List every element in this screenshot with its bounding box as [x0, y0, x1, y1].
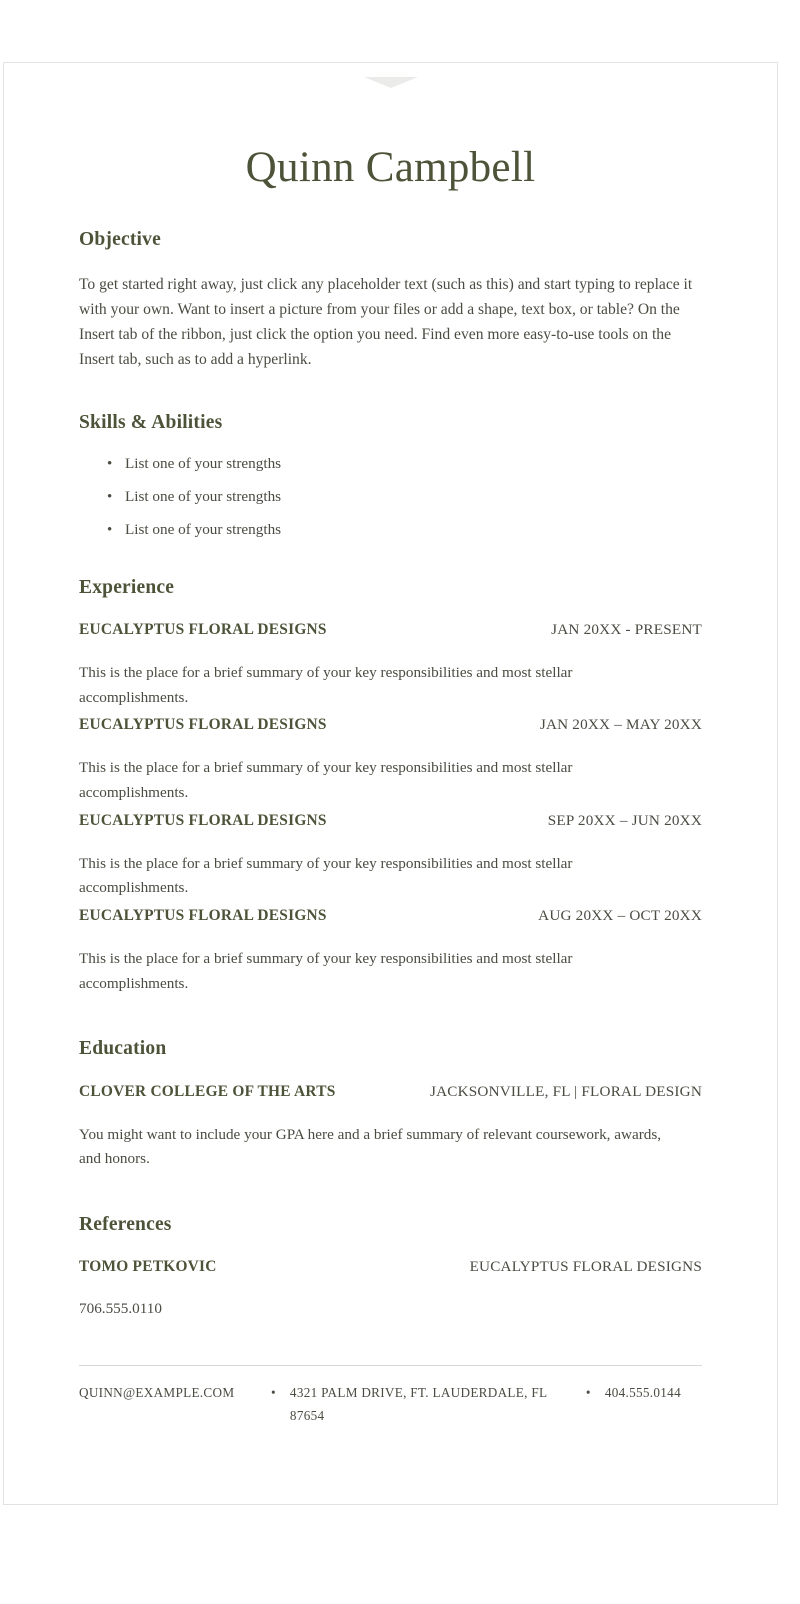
objective-body[interactable]: To get started right away, just click any placeholder text (such as this) and start typing to replace it with your own. Want to insert a picture from your files or add a shape, text box, or table? On the Insert tab of the ribbon, just click the option you need. Find even more easy-to-use tools on the Insert tab, such as to add a hyperlink.	[79, 275, 693, 369]
education-description[interactable]: You might want to include your GPA here and a brief summary of relevant coursework, awards, and honors.	[79, 1125, 662, 1168]
experience-employer[interactable]: EUCALYPTUS FLORAL DESIGNS	[79, 811, 327, 829]
section-heading-education: Education	[79, 1038, 167, 1060]
section-heading-skills: Skills & Abilities	[79, 411, 223, 433]
reference-entry	[79, 1258, 702, 1322]
section-heading-references: References	[79, 1213, 172, 1235]
experience-dates[interactable]: JAN 20XX - PRESENT	[551, 621, 702, 639]
footer-divider	[79, 1365, 702, 1366]
experience-entry	[79, 621, 702, 710]
footer-separator-icon: •	[585, 1384, 591, 1400]
education-school[interactable]: CLOVER COLLEGE OF THE ARTS	[79, 1082, 336, 1100]
experience-employer[interactable]: EUCALYPTUS FLORAL DESIGNS	[79, 906, 327, 924]
section-heading-experience: Experience	[79, 576, 175, 598]
experience-description[interactable]: This is the place for a brief summary of your key responsibilities and most stellar accomplishments.	[79, 854, 573, 897]
document-page[interactable]	[3, 62, 778, 1505]
page-title: Quinn Campbell	[245, 144, 536, 191]
reference-company[interactable]: EUCALYPTUS FLORAL DESIGNS	[469, 1258, 702, 1276]
experience-entry	[79, 812, 702, 901]
entry-header-row	[79, 907, 702, 925]
reference-name[interactable]: TOMO PETKOVIC	[79, 1258, 217, 1276]
experience-description[interactable]: This is the place for a brief summary of your key responsibilities and most stellar accomplishments.	[79, 949, 573, 992]
footer-address[interactable]: 4321 PALM DRIVE, FT. LAUDERDALE, FL 87654	[289, 1384, 547, 1423]
list-item[interactable]: • List one of your strengths	[79, 488, 702, 506]
triangle-ornament-icon	[364, 77, 418, 88]
list-item[interactable]: • List one of your strengths	[79, 455, 702, 473]
education-meta[interactable]: JACKSONVILLE, FL | FLORAL DESIGN	[430, 1082, 702, 1100]
experience-description[interactable]: This is the place for a brief summary of your key responsibilities and most stellar accomplishments.	[79, 664, 573, 706]
footer-contact-bar	[79, 1381, 702, 1427]
experience-entry	[79, 907, 702, 996]
entry-header-row	[79, 621, 702, 639]
list-item[interactable]: • List one of your strengths	[79, 521, 702, 539]
footer-separator-icon: •	[271, 1384, 276, 1400]
skills-list	[79, 455, 702, 539]
section-heading-objective: Objective	[79, 229, 161, 251]
education-entry	[79, 1083, 702, 1172]
experience-employer[interactable]: EUCALYPTUS FLORAL DESIGNS	[79, 716, 327, 734]
entry-header-row	[79, 1083, 702, 1101]
reference-phone[interactable]: 706.555.0110	[79, 1300, 162, 1318]
experience-dates[interactable]: AUG 20XX – OCT 20XX	[538, 906, 702, 924]
experience-description[interactable]: This is the place for a brief summary of your key responsibilities and most stellar accomplishments.	[79, 759, 573, 802]
entry-header-row	[79, 1258, 702, 1276]
footer-phone[interactable]: 404.555.0144	[604, 1384, 681, 1400]
entry-header-row	[79, 812, 702, 830]
experience-dates[interactable]: SEP 20XX – JUN 20XX	[547, 811, 702, 829]
experience-dates[interactable]: JAN 20XX – MAY 20XX	[539, 716, 702, 734]
experience-entry	[79, 716, 702, 805]
experience-employer[interactable]: EUCALYPTUS FLORAL DESIGNS	[79, 621, 327, 639]
footer-email[interactable]: QUINN@EXAMPLE.COM	[79, 1384, 235, 1400]
entry-header-row	[79, 716, 702, 734]
header-ornament	[79, 63, 702, 97]
